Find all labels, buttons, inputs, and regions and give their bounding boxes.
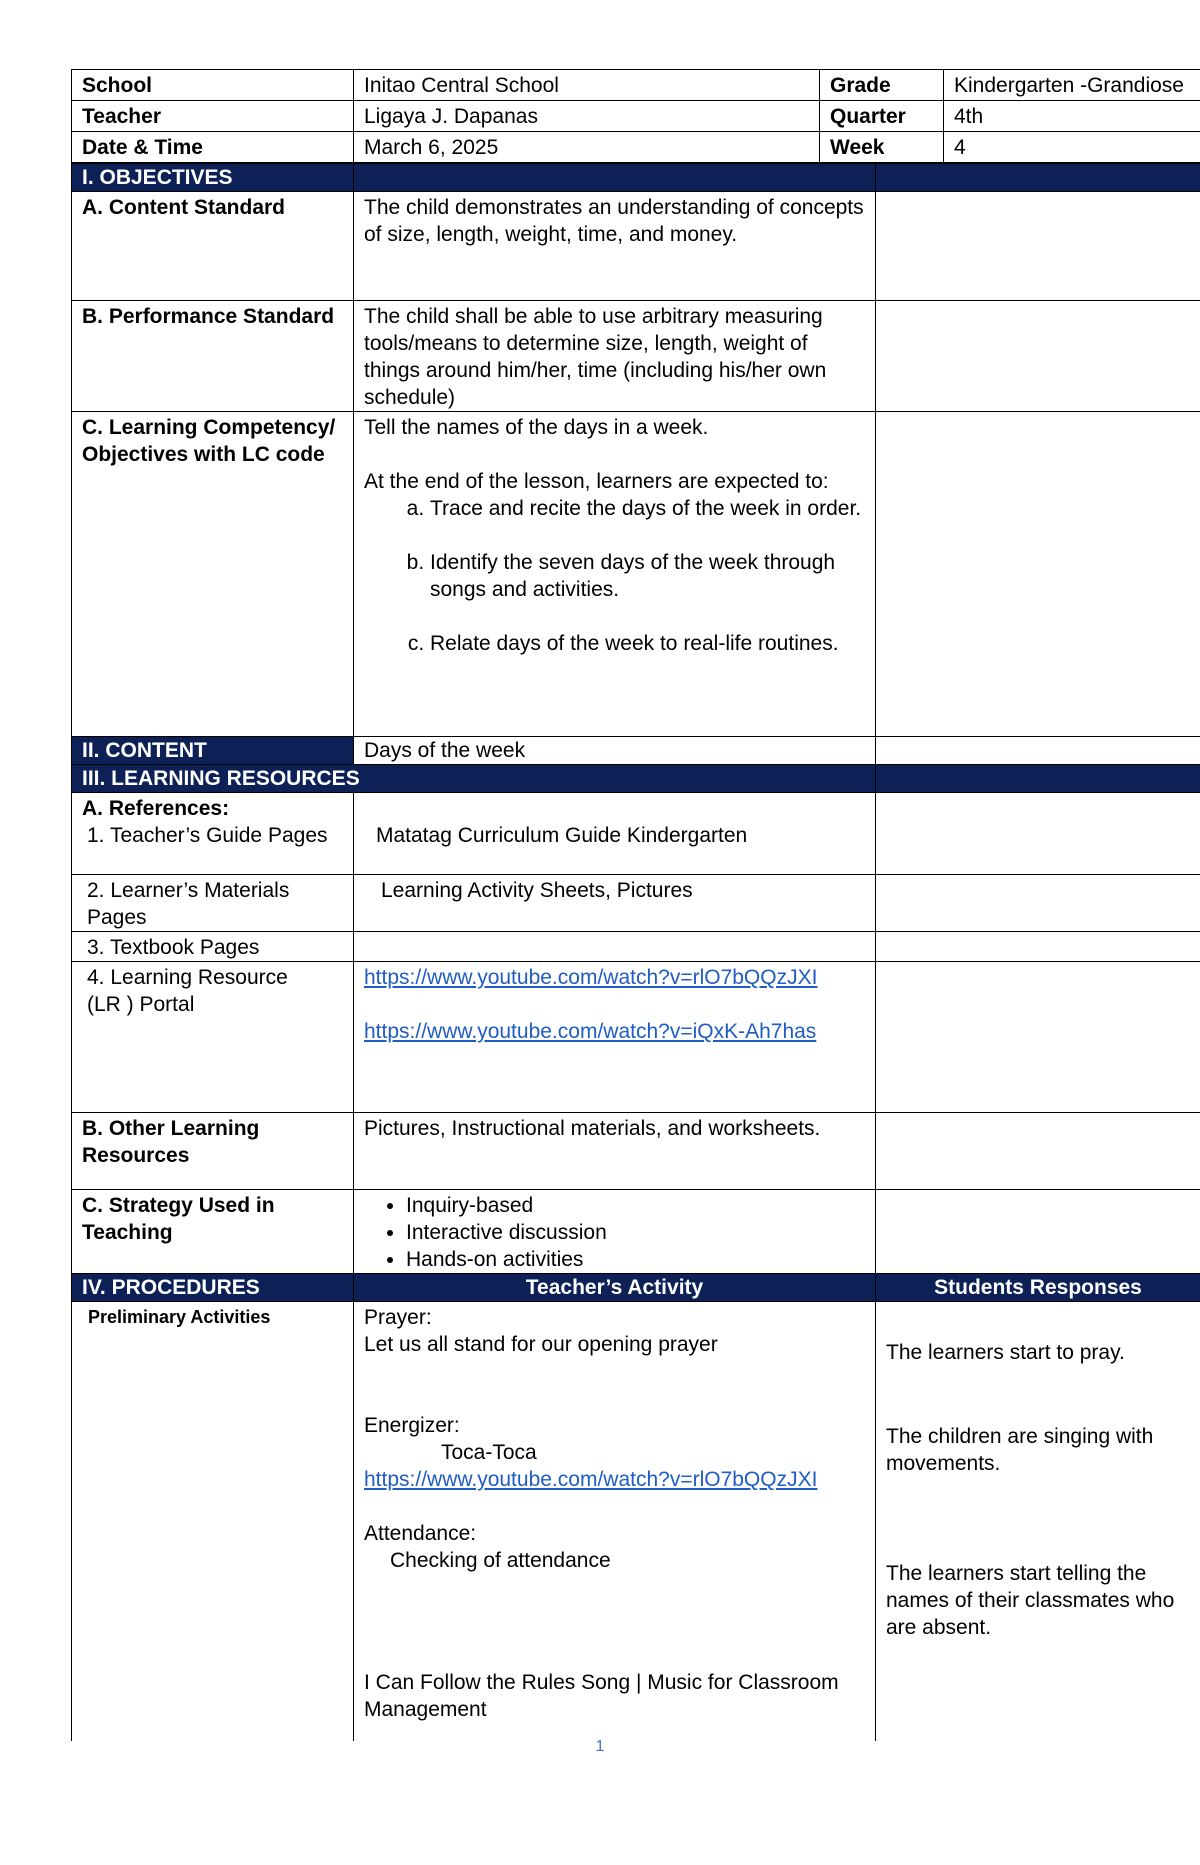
lesson-plan-document	[71, 69, 1200, 1741]
attendance-title: Attendance:	[364, 1522, 477, 1545]
learners-materials-label: 2. Learner’s Materials Pages	[72, 875, 354, 932]
teachers-guide-cell	[72, 793, 354, 875]
competency-cell	[354, 412, 876, 737]
week-label: Week	[820, 132, 944, 163]
lr-portal-label: 4. Learning Resource (LR ) Portal	[72, 962, 354, 1113]
objectives-heading: I. OBJECTIVES	[72, 164, 354, 192]
energizer-link[interactable]: https://www.youtube.com/watch?v=rlO7bQQzJXI	[364, 1468, 818, 1491]
teacher-label: Teacher	[72, 101, 354, 132]
youtube-link[interactable]: https://www.youtube.com/watch?v=rlO7bQQzJXI	[364, 966, 818, 989]
content-standard-text: The child demonstrates an understanding of concepts of size, length, weight, time, and money.	[354, 192, 876, 301]
performance-standard-label: B. Performance Standard	[72, 301, 354, 412]
date-label: Date & Time	[72, 132, 354, 163]
content-heading: II. CONTENT	[72, 737, 354, 765]
response-absent: The learners start telling the names of their classmates who are absent.	[886, 1562, 1175, 1639]
school-label: School	[72, 70, 354, 101]
resources-heading: III. LEARNING RESOURCES	[72, 765, 876, 793]
page-number: 1	[595, 1738, 605, 1755]
competency-line: Tell the names of the days in a week.	[364, 416, 709, 439]
student-responses-cell	[876, 1302, 1200, 1742]
objective-list	[364, 495, 865, 657]
school-value: Initao Central School	[354, 70, 820, 101]
objective-item: b. Identify the seven days of the week through songs and activities.	[430, 549, 865, 603]
textbook-label: 3. Textbook Pages	[72, 932, 354, 962]
objective-item: c. Relate days of the week to real-life routines.	[430, 630, 865, 657]
strategy-cell	[354, 1190, 876, 1274]
grade-label: Grade	[820, 70, 944, 101]
teacher-activity-heading: Teacher’s Activity	[354, 1274, 876, 1302]
quarter-value: 4th	[944, 101, 1200, 132]
date-value: March 6, 2025	[354, 132, 820, 163]
other-resources-value: Pictures, Instructional materials, and worksheets.	[354, 1113, 876, 1190]
prayer-title: Prayer:	[364, 1306, 432, 1329]
lesson-body-table	[71, 163, 1200, 1741]
teacher-activity-cell	[354, 1302, 876, 1742]
response-sing: The children are singing with movements.	[886, 1425, 1154, 1475]
competency-intro: At the end of the lesson, learners are expected to:	[364, 470, 829, 493]
strategy-item: • Interactive discussion	[406, 1219, 865, 1246]
student-responses-heading: Students Responses	[876, 1274, 1200, 1302]
response-pray: The learners start to pray.	[886, 1341, 1125, 1364]
performance-standard-text: The child shall be able to use arbitrary measuring tools/means to determine size, length, weight of things around him/her, time (including his/her own schedule)	[354, 301, 876, 412]
learners-materials-value: Learning Activity Sheets, Pictures	[354, 875, 876, 932]
grade-value: Kindergarten -Grandiose	[944, 70, 1200, 101]
strategy-item: • Inquiry-based	[406, 1192, 865, 1219]
energizer-song: Toca-Toca	[441, 1441, 537, 1464]
content-value: Days of the week	[354, 737, 876, 765]
content-standard-label: A. Content Standard	[72, 192, 354, 301]
strategy-list	[364, 1192, 865, 1273]
teacher-value: Ligaya J. Dapanas	[354, 101, 820, 132]
attendance-text: Checking of attendance	[390, 1549, 611, 1572]
procedures-heading: IV. PROCEDURES	[72, 1274, 354, 1302]
objective-item: a. Trace and recite the days of the week in order.	[430, 495, 865, 522]
preliminary-cell	[72, 1302, 354, 1742]
other-resources-label: B. Other Learning Resources	[72, 1113, 354, 1190]
preliminary-label: Preliminary Activities	[88, 1307, 271, 1327]
energizer-title: Energizer:	[364, 1414, 460, 1437]
week-value: 4	[944, 132, 1200, 163]
references-label: A. References:	[82, 797, 230, 820]
strategy-item: • Hands-on activities	[406, 1246, 865, 1273]
teachers-guide-label: 1. Teacher’s Guide Pages	[87, 824, 328, 847]
lesson-plan-table	[71, 69, 1200, 163]
strategy-label: C. Strategy Used in Teaching	[72, 1190, 354, 1274]
lr-portal-links	[354, 962, 876, 1113]
teachers-guide-value: Matatag Curriculum Guide Kindergarten	[354, 793, 876, 875]
competency-label: C. Learning Competency/ Objectives with LC code	[72, 412, 354, 737]
rules-song: I Can Follow the Rules Song | Music for Classroom Management	[364, 1671, 839, 1721]
prayer-text: Let us all stand for our opening prayer	[364, 1333, 718, 1356]
youtube-link[interactable]: https://www.youtube.com/watch?v=iQxK-Ah7has	[364, 1020, 817, 1043]
quarter-label: Quarter	[820, 101, 944, 132]
